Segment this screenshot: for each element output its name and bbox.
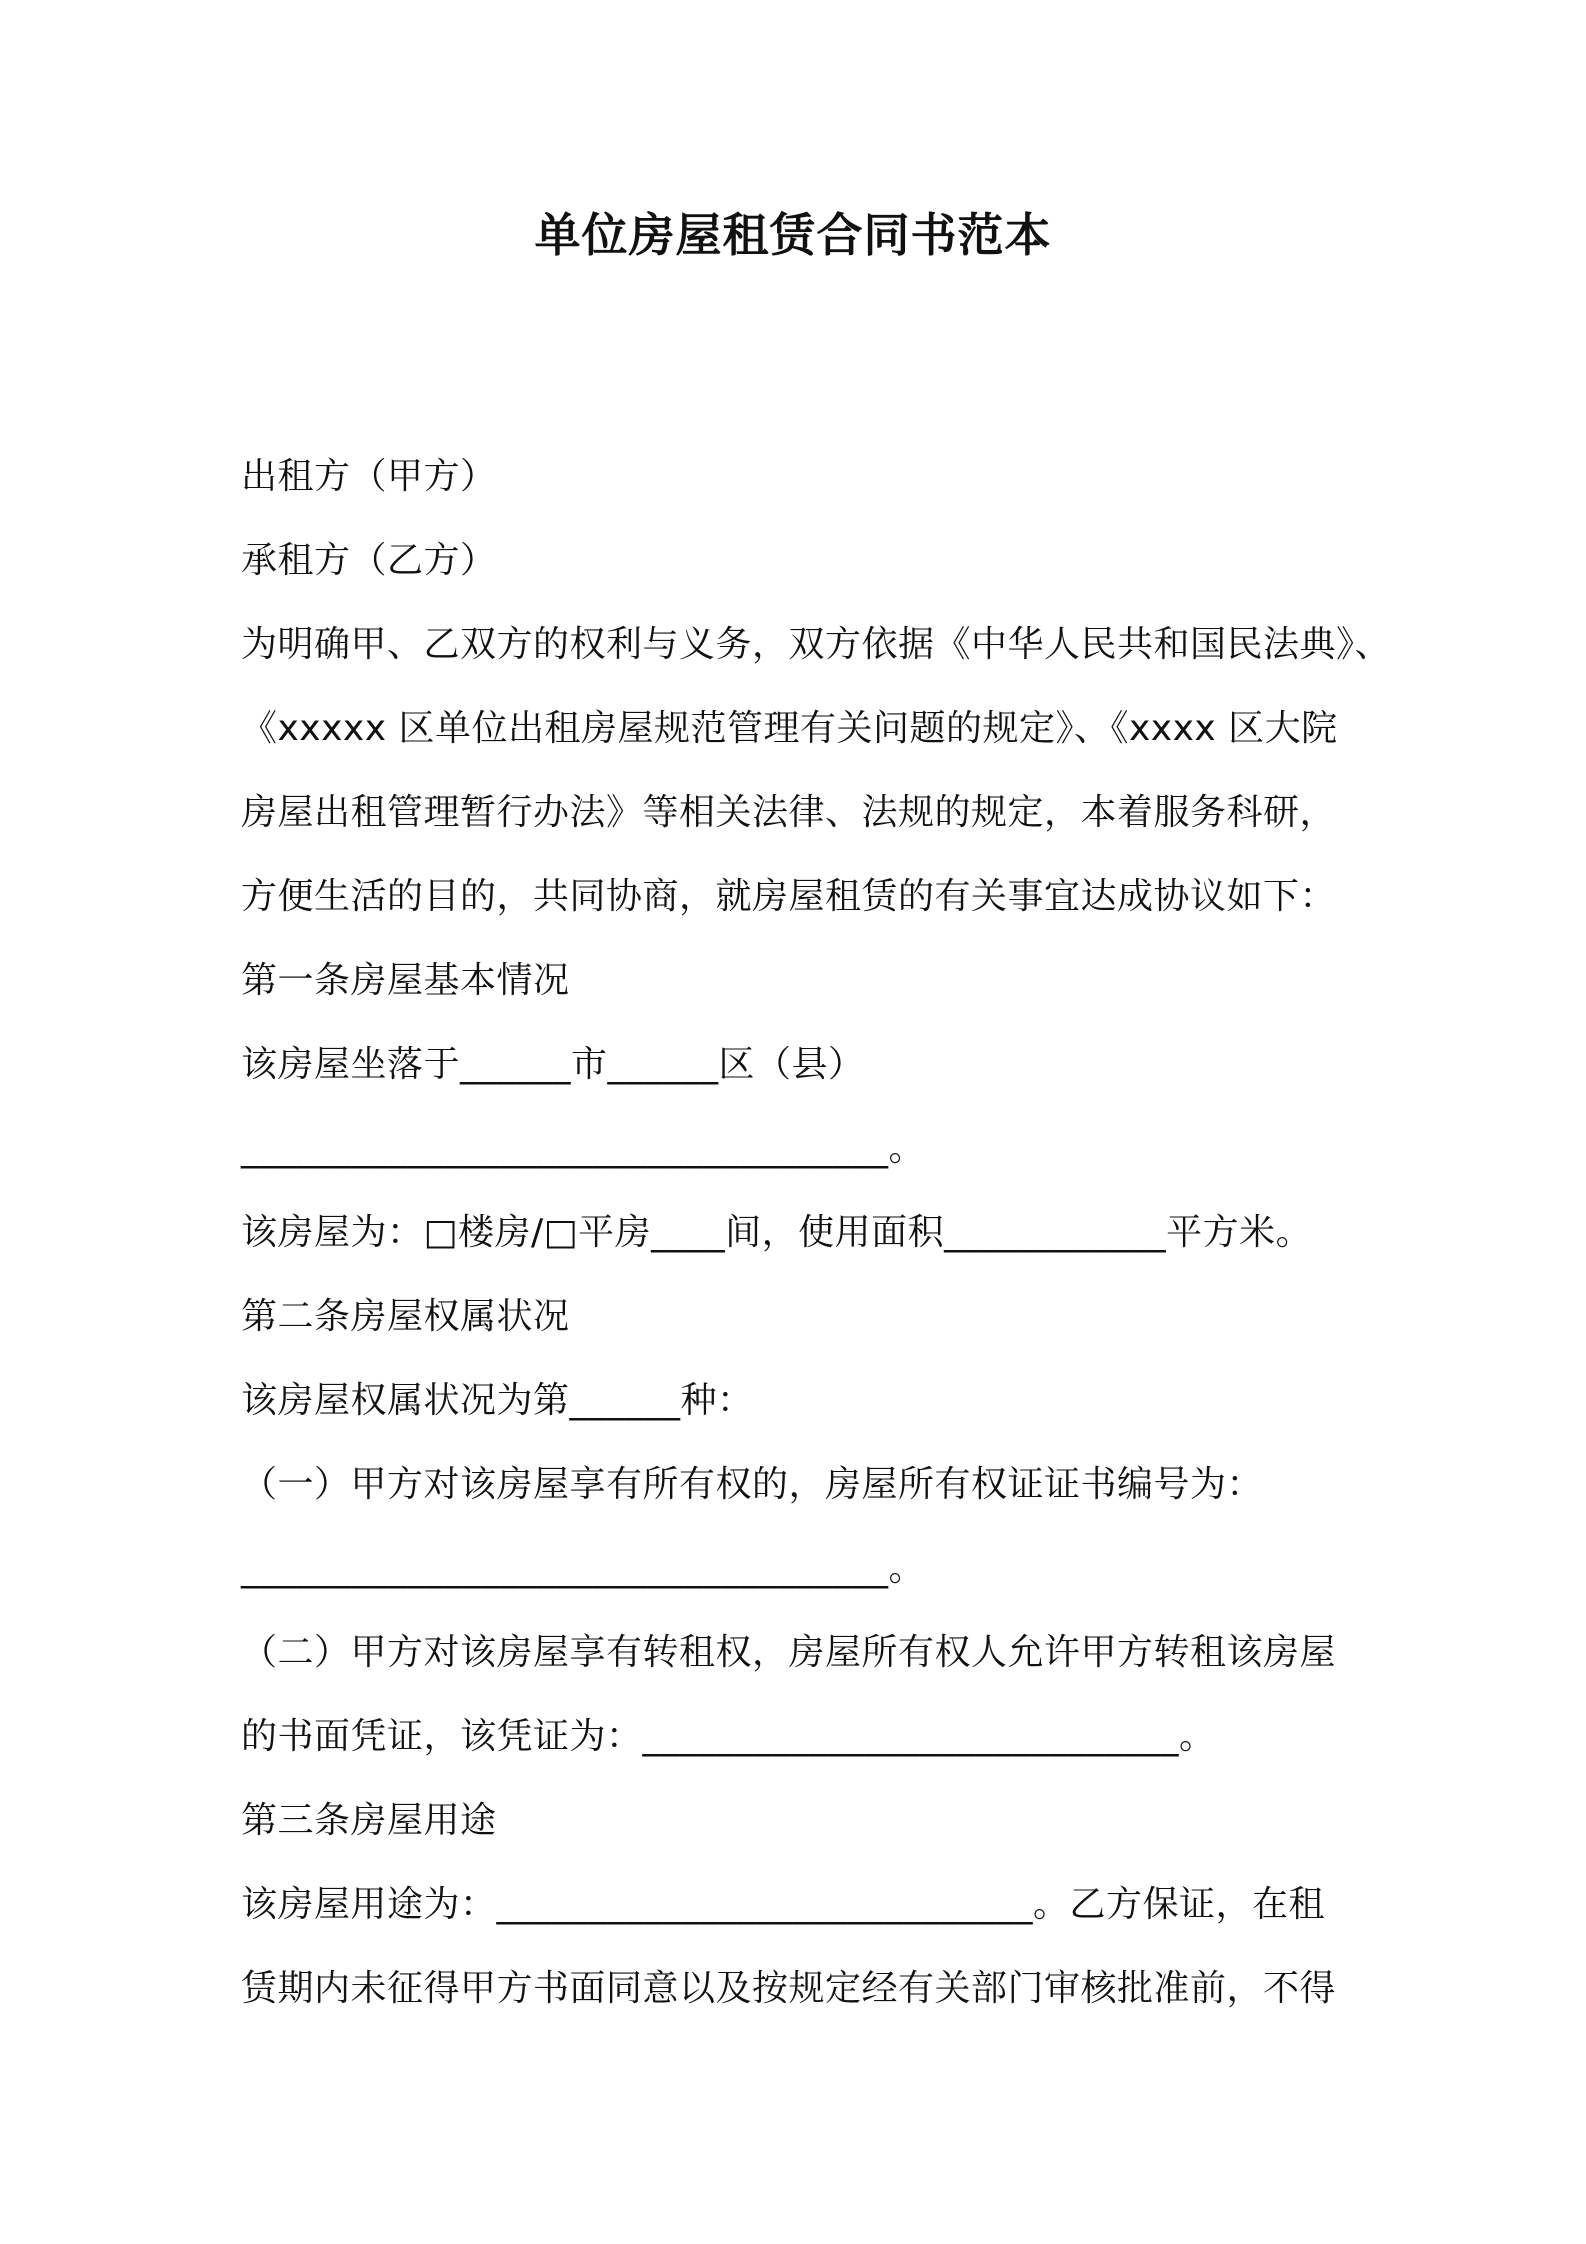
preamble-line-4: 方便生活的目的，共同协商，就房屋租赁的有关事宜达成协议如下： <box>241 876 1337 917</box>
article-2-certificate-blank: ___________________________________。 <box>241 1548 925 1589</box>
preamble-line-1: 为明确甲、乙双方的权利与义务，双方依据《中华人民共和国民法典》、 <box>241 624 1392 665</box>
article-3-heading: 第三条房屋用途 <box>241 1800 497 1841</box>
lessor-line: 出租方（甲方） <box>241 456 497 497</box>
article-2-status: 该房屋权属状况为第______种： <box>241 1380 754 1421</box>
preamble-line-2: 《xxxxx 区单位出租房屋规范管理有关问题的规定》、《xxxx 区大院 <box>241 708 1338 749</box>
article-2-heading: 第二条房屋权属状况 <box>241 1296 570 1337</box>
article-1-location: 该房屋坐落于______市______区（县） <box>241 1044 865 1085</box>
article-1-type-area: 该房屋为：□楼房/□平房____间，使用面积____________平方米。 <box>241 1212 1313 1253</box>
lessee-line: 承租方（乙方） <box>241 540 497 581</box>
preamble-line-3: 房屋出租管理暂行办法》等相关法律、法规的规定，本着服务科研， <box>241 792 1337 833</box>
article-2-option-2: （二）甲方对该房屋享有转租权，房屋所有权人允许甲方转租该房屋 <box>241 1632 1337 1673</box>
article-1-address-blank: ___________________________________。 <box>241 1128 925 1169</box>
article-1-heading: 第一条房屋基本情况 <box>241 960 570 1001</box>
article-3-usage: 该房屋用途为：_____________________________。乙方保证，在租 <box>241 1884 1326 1925</box>
article-2-option-1: （一）甲方对该房屋享有所有权的，房屋所有权证证书编号为： <box>241 1464 1264 1505</box>
article-3-usage-cont: 赁期内未征得甲方书面同意以及按规定经有关部门审核批准前，不得 <box>241 1968 1337 2009</box>
document-title: 单位房屋租赁合同书范本 <box>534 208 1052 262</box>
article-2-option-2-cont: 的书面凭证，该凭证为：_____________________________。 <box>241 1716 1216 1757</box>
